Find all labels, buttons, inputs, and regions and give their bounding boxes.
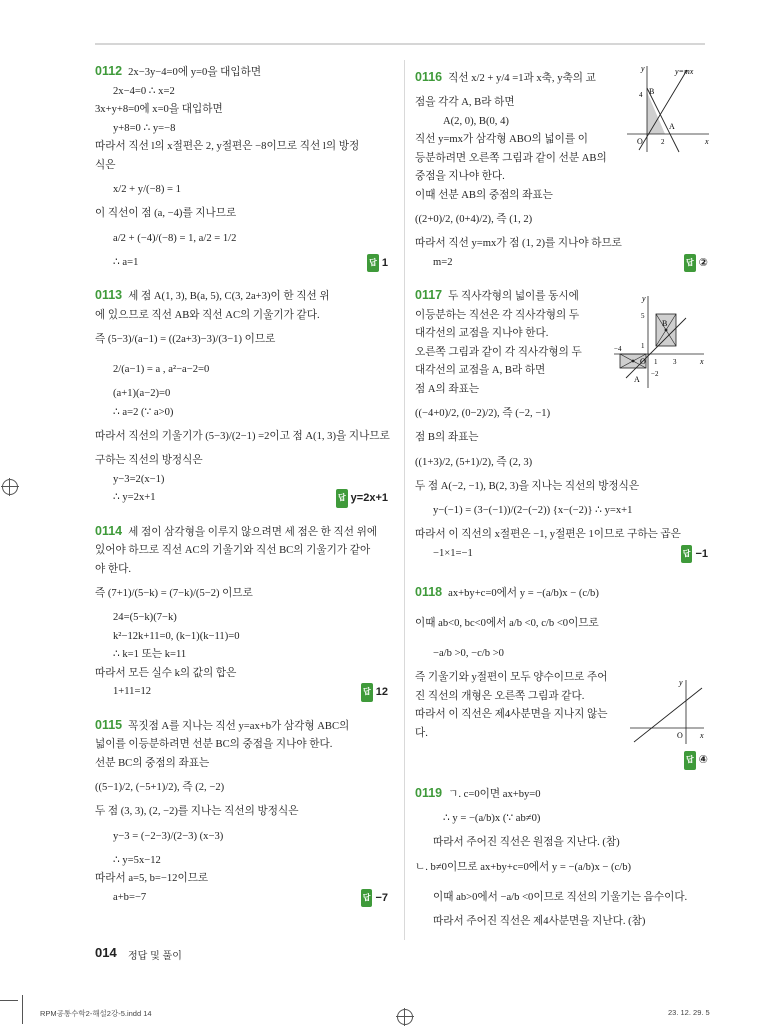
solution-line: 즉 (7+1)/(5−k) = (7−k)/(5−2) 이므로 — [95, 588, 253, 599]
solution-line: 점 A의 좌표는 — [415, 383, 480, 395]
point-label-B: B — [649, 87, 655, 96]
solution-line: 대각선의 교점을 지나야 한다. — [415, 328, 549, 339]
solution-line: 두 직사각형의 넓이를 동시에 — [448, 291, 579, 302]
x-axis-label: x — [700, 731, 704, 740]
solution-line: 따라서 직선 y=mx가 점 (1, 2)를 지나야 하므로 — [415, 238, 622, 249]
y-axis-label: y — [642, 294, 646, 303]
problem-number: 0112 — [95, 64, 123, 78]
y-axis-label: y — [679, 678, 683, 687]
solution-line: ((2+0)/2, (0+4)/2), 즉 (1, 2) — [415, 214, 533, 225]
solution-text: m=2 — [433, 256, 453, 268]
solution-line: k²−12k+11=0, (k−1)(k−11)=0 — [113, 630, 240, 642]
point-label-B: B — [662, 319, 668, 328]
solution-line: 있어야 하므로 직선 AC의 기울기와 직선 BC의 기울기가 같아 — [95, 545, 371, 556]
slug-date: 23. 12. 29. 5 — [668, 1008, 710, 1017]
solution-line: ((5−1)/2, (−5+1)/2), 즉 (2, −2) — [95, 782, 225, 793]
solution-line: A(2, 0), B(0, 4) — [443, 115, 509, 127]
answer — [361, 889, 388, 908]
problem-0115 — [95, 716, 388, 908]
slug-filename: RPM공통수학2-해설2강-5.indd 14 — [40, 1009, 152, 1018]
solution-line: ㄴ. b≠0이므로 ax+by+c=0에서 y = −(a/b)x − (c/b) — [415, 861, 632, 873]
solution-line: (a+1)(a−2)=0 — [113, 388, 171, 399]
answer-value: −1 — [695, 547, 708, 560]
answer-value: y=2x+1 — [350, 492, 388, 504]
origin-label: O — [637, 137, 643, 146]
problem-number: 0119 — [415, 785, 443, 800]
origin-label: O — [640, 357, 646, 366]
solution-text: ∴ a=1 — [113, 256, 139, 268]
answer-badge: 답 — [361, 683, 373, 702]
solution-line: ax+by+c=0에서 y = −(a/b)x − (c/b) — [448, 588, 599, 599]
tick-label: −2 — [651, 370, 659, 378]
answer-value: ② — [698, 256, 708, 269]
top-rule — [95, 43, 705, 45]
answer-badge: 답 — [684, 751, 696, 770]
solution-text: ∴ y=2x+1 — [113, 492, 156, 503]
answer-value: ④ — [698, 754, 708, 766]
solution-line: 따라서 이 직선의 x절편은 −1, y절편은 1이므로 구하는 곱은 — [415, 529, 681, 540]
solution-line: 2/(a−1) = a , a²−a−2=0 — [113, 364, 210, 375]
answer — [681, 545, 708, 564]
solution-line: 식은 — [95, 159, 116, 171]
answer-badge: 답 — [681, 545, 693, 564]
problem-0114 — [95, 522, 388, 702]
solution-line — [415, 254, 708, 273]
solution-line: 따라서 직선의 기울기가 (5−3)/(2−1) =2이고 점 A(1, 3)을 지나므로 — [95, 431, 390, 442]
solution-line — [95, 683, 388, 702]
solution-line: 이등분하는 직선은 각 직사각형의 두 — [415, 309, 580, 321]
point-label-A: A — [669, 122, 675, 131]
solution-line: 이때 ab>0에서 −a/b <0이므로 직선의 기울기는 음수이다. — [433, 891, 688, 903]
solution-line: 따라서 주어진 직선은 원점을 지난다. (참) — [433, 837, 620, 848]
tick-label: 5 — [641, 312, 645, 320]
solution-line: a/2 + (−4)/(−8) = 1, a/2 = 1/2 — [113, 232, 237, 244]
registration-mark — [2, 479, 18, 495]
answer-badge: 답 — [336, 489, 348, 508]
solution-line: 세 점 A(1, 3), B(a, 5), C(3, 2a+3)이 한 직선 위 — [128, 291, 330, 302]
problem-0113 — [95, 286, 388, 508]
solution-line: 넓이를 이등분하려면 선분 BC의 중점을 지나야 한다. — [95, 739, 333, 750]
solution-line: 선분 BC의 중점의 좌표는 — [95, 757, 210, 769]
y-axis-label: y — [641, 64, 645, 73]
problem-number: 0117 — [415, 288, 443, 302]
solution-line: 점 B의 좌표는 — [415, 432, 479, 443]
answer-badge: 답 — [367, 254, 379, 273]
problem-number: 0116 — [415, 70, 443, 84]
solution-line: y+8=0 ∴ y=−8 — [113, 122, 176, 134]
solution-line: x/2 + y/(−8) = 1 — [113, 184, 181, 195]
answer — [684, 254, 708, 273]
tick-label: 2 — [661, 138, 665, 146]
figure-0118 — [628, 676, 708, 746]
answer-value: 1 — [381, 256, 388, 269]
solution-line: y−3 = (−2−3)/(2−3) (x−3) — [113, 830, 224, 842]
problem-0112 — [95, 62, 388, 272]
tick-label: 1 — [641, 342, 645, 350]
solution-line — [95, 254, 388, 273]
crop-mark — [22, 995, 23, 1024]
figure-0117 — [612, 292, 708, 392]
solution-line: 따라서 직선 l의 x절편은 2, y절편은 −8이므로 직선 l의 방정 — [95, 141, 360, 152]
solution-line — [415, 545, 708, 564]
solution-line: 다. — [415, 727, 428, 739]
solution-line — [95, 889, 388, 908]
page-number: 014 — [95, 945, 117, 960]
solution-line: 24=(5−k)(7−k) — [113, 612, 177, 623]
answer — [336, 489, 388, 508]
solution-line: 이 직선이 점 (a, −4)를 지나므로 — [95, 208, 237, 219]
solution-line: y−3=2(x−1) — [113, 473, 165, 485]
solution-line: 등분하려면 오른쪽 그림과 같이 선분 AB의 — [415, 152, 607, 164]
solution-line: 따라서 이 직선은 제4사분면을 지나지 않는 — [415, 709, 608, 720]
figure-0116 — [625, 62, 715, 154]
solution-text: −1×1=−1 — [433, 547, 473, 559]
solution-line: 따라서 주어진 직선은 제4사분면을 지난다. (참) — [433, 915, 646, 927]
registration-mark — [397, 1009, 413, 1025]
solution-line: 진 직선의 개형은 오른쪽 그림과 같다. — [415, 690, 585, 702]
right-column — [415, 62, 708, 931]
line-graph — [634, 688, 702, 742]
tick-label: 1 — [654, 358, 658, 366]
footer-title: 정답 및 풀이 — [128, 951, 182, 962]
answer-badge: 답 — [361, 889, 373, 908]
point-A — [632, 360, 635, 363]
solution-line: 구하는 직선의 방정식은 — [95, 455, 203, 466]
solution-line: 직선 y=mx가 삼각형 ABO의 넓이를 이 — [415, 134, 588, 145]
left-column — [95, 62, 388, 907]
origin-label: O — [677, 731, 683, 740]
answer-value: −7 — [375, 891, 388, 904]
solution-line: y−(−1) = (3−(−1))/(2−(−2)) {x−(−2)} ∴ y=x+1 — [433, 505, 633, 516]
solution-line: 즉 (5−3)/(a−1) = ((2a+3)−3)/(3−1) 이므로 — [95, 334, 276, 345]
solution-line — [95, 489, 388, 508]
answer-value: 12 — [375, 686, 388, 698]
solution-line: 오른쪽 그림과 같이 각 직사각형의 두 — [415, 346, 582, 358]
solution-line: 꼭짓점 A를 지나는 직선 y=ax+b가 삼각형 ABC의 — [128, 720, 350, 732]
solution-line: 3x+y+8=0에 x=0을 대입하면 — [95, 104, 223, 115]
x-axis-label: x — [705, 137, 709, 146]
solution-line: 이때 ab<0, bc<0에서 a/b <0, c/b <0이므로 — [415, 618, 599, 629]
solution-line: 따라서 a=5, b=−12이므로 — [95, 873, 209, 884]
column-divider — [404, 60, 405, 940]
solution-line: 대각선의 교점을 A, B라 하면 — [415, 365, 546, 376]
triangle-ABO — [647, 92, 665, 134]
solution-line: ∴ y = −(a/b)x (∵ ab≠0) — [443, 813, 541, 824]
tick-label: −4 — [614, 345, 622, 353]
solution-line: ∴ a=2 (∵ a>0) — [113, 406, 174, 418]
solution-line: 두 점 A(−2, −1), B(2, 3)을 지나는 직선의 방정식은 — [415, 480, 640, 492]
answer-badge: 답 — [684, 254, 696, 273]
solution-line: −a/b >0, −c/b >0 — [433, 648, 504, 659]
solution-line: 즉 기울기와 y절편이 모두 양수이므로 주어 — [415, 672, 608, 683]
solution-line: ㄱ. c=0이면 ax+by=0 — [448, 788, 541, 800]
problem-number: 0113 — [95, 288, 123, 302]
solution-line: 중점을 지나야 한다. — [415, 171, 505, 182]
problem-number: 0114 — [95, 523, 123, 538]
tick-label: 3 — [673, 358, 677, 366]
answer — [361, 683, 388, 702]
solution-line: 야 한다. — [95, 563, 131, 575]
point-B — [665, 329, 668, 332]
problem-number: 0118 — [415, 585, 443, 599]
problem-0119 — [415, 784, 708, 932]
solution-line: ∴ k=1 또는 k=11 — [113, 649, 187, 660]
solution-line: ((−4+0)/2, (0−2)/2), 즉 (−2, −1) — [415, 408, 551, 419]
line-label: y=mx — [675, 67, 694, 76]
solution-line: 세 점이 삼각형을 이루지 않으려면 세 점은 한 직선 위에 — [128, 526, 378, 538]
solution-line: 2x−3y−4=0에 y=0을 대입하면 — [128, 67, 262, 78]
solution-line: ∴ y=5x−12 — [113, 854, 161, 866]
tick-label: 4 — [639, 91, 643, 99]
solution-line: 따라서 모든 실수 k의 값의 합은 — [95, 667, 237, 679]
solution-line: 이때 선분 AB의 중점의 좌표는 — [415, 189, 553, 201]
solution-line: 2x−4=0 ∴ x=2 — [113, 85, 175, 97]
solution-line: 두 점 (3, 3), (2, −2)를 지나는 직선의 방정식은 — [95, 806, 299, 817]
answer — [367, 254, 388, 273]
solution-text: a+b=−7 — [113, 891, 147, 903]
problem-number: 0115 — [95, 717, 123, 732]
crop-mark — [0, 1000, 18, 1001]
solution-text: 1+11=12 — [113, 686, 152, 697]
answer — [415, 751, 708, 770]
point-label-A: A — [634, 375, 640, 384]
solution-line: 점을 각각 A, B라 하면 — [415, 97, 515, 108]
solution-line: 에 있으므로 직선 AB와 직선 AC의 기울기가 같다. — [95, 309, 320, 321]
solution-line: ((1+3)/2, (5+1)/2), 즉 (2, 3) — [415, 456, 533, 468]
solution-line: 직선 x/2 + y/4 =1과 x축, y축의 교 — [448, 73, 596, 84]
x-axis-label: x — [700, 357, 704, 366]
